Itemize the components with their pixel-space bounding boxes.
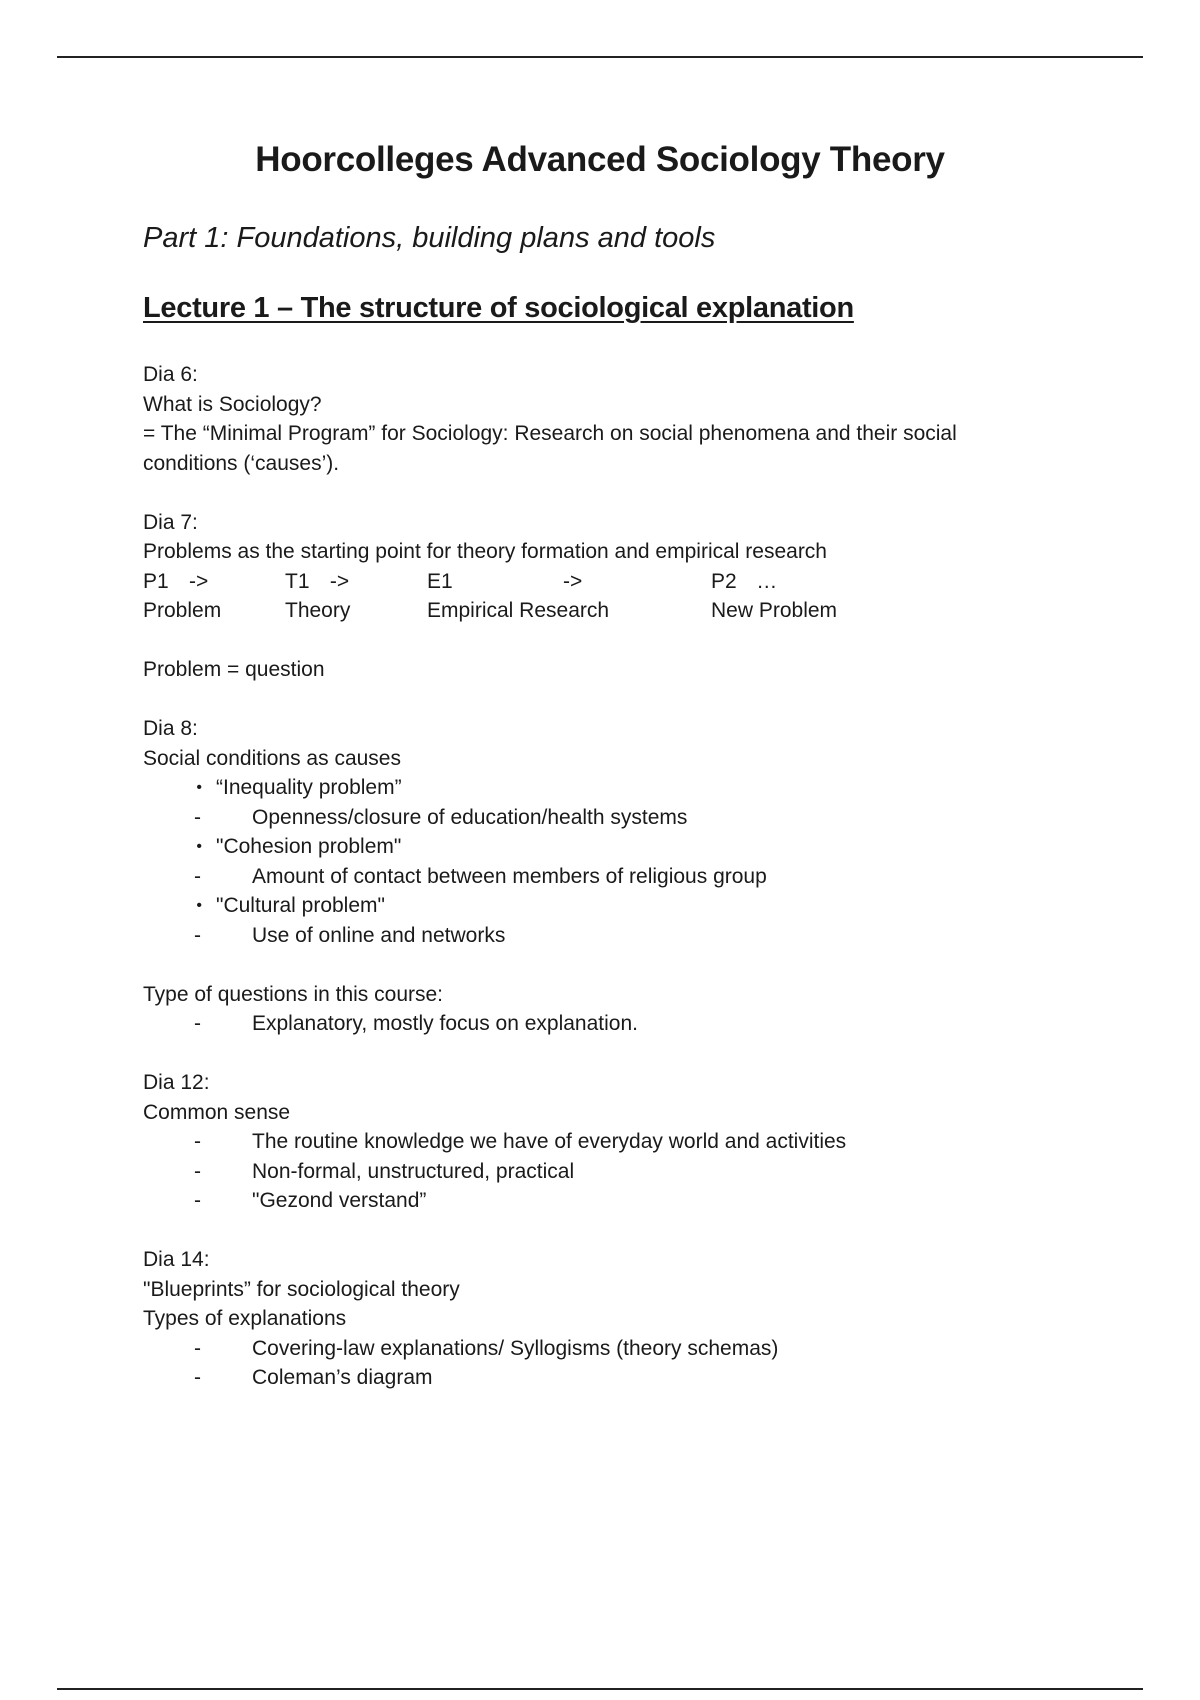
top-divider	[57, 56, 1143, 58]
list-item	[143, 921, 1063, 951]
list-item	[143, 1157, 1063, 1187]
dia8-heading: Dia 8:	[143, 717, 198, 740]
dia12-heading: Dia 12:	[143, 1071, 210, 1094]
list-item	[143, 803, 1063, 833]
arrow-1: ->	[189, 569, 209, 593]
list-item	[143, 1127, 1063, 1157]
questions-heading: Type of questions in this course:	[143, 982, 443, 1006]
label-problem: Problem	[143, 599, 222, 622]
list-item	[143, 1186, 1063, 1216]
arrow-3: ->	[563, 569, 583, 593]
dia14-heading: Dia 14:	[143, 1248, 210, 1271]
list-item	[143, 1009, 1063, 1039]
dash-marker: -	[194, 864, 201, 888]
bullet-marker: •	[196, 897, 202, 914]
list-item	[143, 862, 1063, 892]
code-p2: P2	[711, 569, 737, 593]
bullet-marker: •	[196, 779, 202, 796]
list-item	[143, 891, 1063, 921]
code-t1: T1	[285, 569, 310, 593]
label-empirical-research: Empirical Research	[427, 599, 610, 622]
dia12-intro: Common sense	[143, 1100, 291, 1124]
list-item	[143, 1363, 1063, 1393]
dia6-answer-line1: = The “Minimal Program” for Sociology: Research on social phenomena and their social	[143, 422, 957, 445]
explanation-item-1: Covering-law explanations/ Syllogisms (theory schemas)	[252, 1336, 779, 1360]
dia7-intro: Problems as the starting point for theory formation and empirical research	[143, 540, 827, 563]
arrow-2: ->	[329, 569, 350, 593]
common-sense-item-3: "Gezond verstand”	[252, 1189, 427, 1212]
cohesion-problem: "Cohesion problem"	[216, 835, 402, 858]
dia7-label-row	[143, 596, 1063, 626]
dia7-definition: Problem = question	[143, 658, 325, 681]
list-item	[143, 1334, 1063, 1364]
part-heading: Part 1: Foundations, building plans and tools	[143, 222, 716, 254]
common-sense-item-1: The routine knowledge we have of everyday world and activities	[252, 1130, 847, 1153]
questions-item: Explanatory, mostly focus on explanation.	[252, 1012, 638, 1035]
document-title: Hoorcolleges Advanced Sociology Theory	[255, 140, 945, 179]
cultural-problem: "Cultural problem"	[216, 894, 385, 917]
list-item	[143, 832, 1063, 862]
dia14-intro1: "Blueprints” for sociological theory	[143, 1277, 460, 1301]
ellipsis: …	[756, 569, 778, 593]
label-new-problem: New Problem	[711, 599, 838, 622]
dia6-heading: Dia 6:	[143, 363, 198, 386]
dia6-question: What is Sociology?	[143, 392, 322, 416]
bullet-marker: •	[196, 838, 202, 855]
code-p1: P1	[143, 569, 169, 593]
dia7-code-row	[143, 567, 1063, 597]
dash-marker: -	[194, 1012, 201, 1035]
dia8-intro: Social conditions as causes	[143, 746, 401, 770]
dash-marker: -	[194, 1366, 201, 1389]
dia7-heading: Dia 7:	[143, 510, 198, 534]
cultural-sub: Use of online and networks	[252, 923, 506, 947]
document-body	[143, 360, 1063, 1393]
inequality-sub: Openness/closure of education/health systems	[252, 805, 688, 829]
code-e1: E1	[427, 569, 453, 593]
dia14-intro2: Types of explanations	[143, 1307, 347, 1330]
dash-marker: -	[194, 1336, 201, 1360]
label-theory: Theory	[285, 599, 351, 622]
dash-marker: -	[194, 805, 201, 829]
dia6-answer-line2: conditions (‘causes’).	[143, 451, 340, 475]
bottom-divider	[57, 1688, 1143, 1690]
cohesion-sub: Amount of contact between members of religious group	[252, 864, 767, 888]
dash-marker: -	[194, 1159, 201, 1183]
inequality-problem: “Inequality problem”	[216, 776, 402, 799]
dash-marker: -	[194, 923, 201, 947]
lecture-heading: Lecture 1 – The structure of sociological explanation	[143, 292, 854, 324]
common-sense-item-2: Non-formal, unstructured, practical	[252, 1159, 575, 1183]
explanation-item-2: Coleman’s diagram	[252, 1366, 433, 1389]
list-item	[143, 773, 1063, 803]
dash-marker: -	[194, 1189, 201, 1212]
dash-marker: -	[194, 1130, 201, 1153]
